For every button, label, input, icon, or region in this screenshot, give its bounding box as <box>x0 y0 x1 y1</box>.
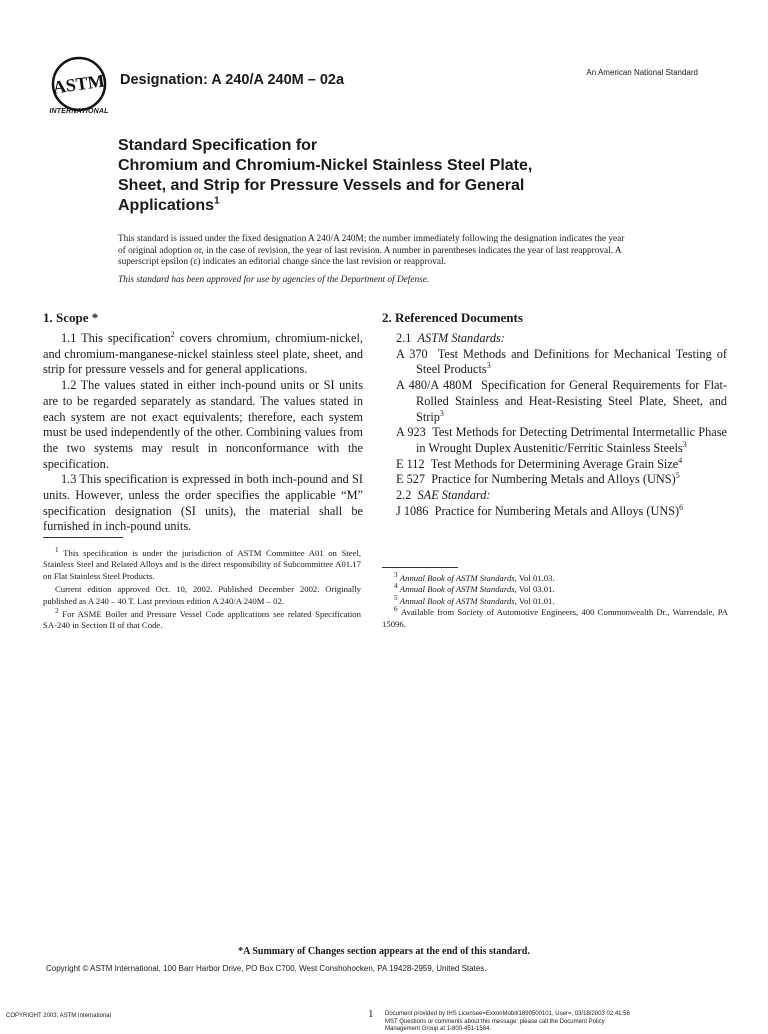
issuance-note: This standard is issued under the fixed designation A 240/A 240M; the number immediately following the designation indicates the year of original adoption or, in the case of revision, the year of last revision. A number in parentheses indicates the year of last reapproval. A superscript epsilon (ε) indicates an editorial change since the last revision or reapproval. <box>118 234 625 268</box>
reference-item: A 370 Test Methods and Definitions for Mechanical Testing of Steel Products$^3$ <box>396 346 727 377</box>
referenced-documents-section <box>382 310 727 519</box>
footnote-1: $^1$ This specification is under the jurisdiction of ASTM Committee A01 on Steel, Stainless Steel and Related Alloys and is the direct responsibility of Subcommittee A01.17 on Flat Stainless Steel Products. <box>43 546 361 581</box>
footnote-6: $^6$ Available from Society of Automotive Engineers, 400 Commonwealth Dr., Warrendale, PA 15096. <box>382 605 729 629</box>
designation: Designation: A 240/A 240M – 02a <box>120 72 345 88</box>
reference-item: A 923 Test Methods for Detecting Detrimental Intermetallic Phase in Wrought Duplex Austenitic/Ferritic Stainless Steels$^3$ <box>396 425 727 455</box>
title-line-4: Applications$^1$ <box>118 195 220 214</box>
scope-paragraph-1: 1.1 This specification$^2$ covers chromium, chromium-nickel, and chromium-manganese-nickel stainless steel plate, sheet, and strip for pressure vessels and for general applications. <box>43 329 364 377</box>
scope-section <box>43 310 363 535</box>
reference-item: A 480/A 480M Specification for General Requirements for Flat-Rolled Stainless and Heat-Resisting Steel Plate, Sheet, and Strip$^3$ <box>396 378 727 424</box>
logo-text: ASTM <box>51 70 106 98</box>
footnote-5: $^5$ Annual Book of ASTM Standards, Vol 01.01. <box>394 593 555 606</box>
scope-paragraph-2: 1.2 The values stated in either inch-pound units or SI units are to be regarded separately as standard. The values stated in each system are not exact equivalents; therefore, each system must be used independently of the other. Combining values from the two systems may result in nonconformance with the specification. <box>43 378 363 471</box>
summary-of-changes-note: *A Summary of Changes section appears at the end of this standard. <box>238 946 530 957</box>
title-line-1: Standard Specification for <box>118 137 318 154</box>
footnotes-left <box>43 548 361 634</box>
footnote-4: $^4$ Annual Book of ASTM Standards, Vol 03.01. <box>394 582 555 595</box>
reference-item: E 527 Practice for Numbering Metals and Alloys (UNS)$^5$ <box>396 471 680 487</box>
logo-subtitle: INTERNATIONAL <box>49 108 109 115</box>
footnote-2: $^2$ For ASME Boiler and Pressure Vessel Code applications see related Specification SA-240 in Section II of that Code. <box>43 607 361 631</box>
document-title <box>118 136 638 216</box>
dod-approval-note: This standard has been approved for use by agencies of the Department of Defense. <box>118 275 430 285</box>
sae-standard-subheading: 2.2 SAE Standard: <box>396 488 491 503</box>
page-number: 1 <box>368 1008 374 1020</box>
astm-standards-subheading: 2.1 ASTM Standards: <box>396 331 505 345</box>
references-heading: 2. Referenced Documents <box>382 310 523 325</box>
footer-license-note: Document provided by IHS Licensee=ExxonMobil/1890500101, User=, 03/18/2003 02:41:56 MST Questions or comments about this message: please call the Document Policy Management Group at 1-800-451-1584. <box>385 1011 630 1032</box>
copyright-line: Copyright © ASTM International, 100 Barr Harbor Drive, PO Box C700, West Conshohocken, PA 19428-2959, United States. <box>46 964 487 973</box>
title-line-3: Sheet, and Strip for Pressure Vessels and for General <box>118 177 525 194</box>
reference-item: E 112 Test Methods for Determining Average Grain Size$^4$ <box>396 455 683 471</box>
national-standard-label: An American National Standard <box>586 68 698 77</box>
footnote-1-edition: Current edition approved Oct. 10, 2002. Published December 2002. Originally published as A 240 – 40 T. Last previous edition A 240/A 240M – 02. <box>43 584 361 606</box>
footnotes-right <box>382 573 728 630</box>
scope-paragraph-3: 1.3 This specification is expressed in both inch-pound and SI units. However, unless the order specifies the applicable “M” specification designation (SI units), the material shall be furnished in inch-pound units. <box>43 472 363 534</box>
title-line-2: Chromium and Chromium-Nickel Stainless Steel Plate, <box>118 157 533 174</box>
scope-heading: 1. Scope * <box>43 310 99 325</box>
footnote-3: $^3$ Annual Book of ASTM Standards, Vol 01.03. <box>394 571 555 583</box>
footer-copyright: COPYRIGHT 2003; ASTM International <box>6 1013 111 1019</box>
footnote-divider-left <box>43 537 123 538</box>
footnote-divider-right <box>382 567 458 568</box>
reference-item: J 1086 Practice for Numbering Metals and Alloys (UNS)$^6$ <box>396 502 684 518</box>
